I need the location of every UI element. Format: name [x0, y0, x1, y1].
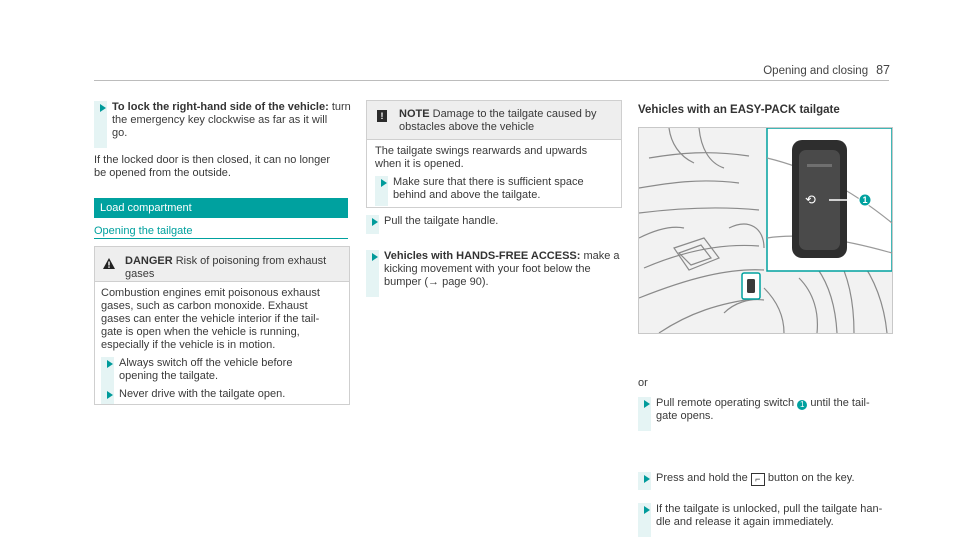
locked-door-note: [94, 154, 354, 180]
step-text: turn: [331, 101, 351, 113]
header-divider: [94, 80, 889, 81]
step-pull-tailgate-handle: [638, 503, 916, 529]
svg-text:⟲: ⟲: [805, 193, 816, 208]
step-text: bumper (→ page 90).: [384, 276, 489, 288]
step-hands-free: [366, 250, 634, 289]
danger-header: [95, 247, 349, 282]
tailgate-key-icon: ⌐: [751, 473, 765, 486]
danger-body: [101, 287, 341, 352]
step-text: until the tail-: [810, 397, 870, 409]
step-text: Make sure that there is sufficient space: [393, 176, 584, 188]
section-heading: Load compartment: [100, 202, 192, 214]
note-header: [367, 101, 621, 140]
danger-text: Combustion engines emit poisonous exhaust: [101, 287, 320, 299]
note-text: when it is opened.: [375, 158, 464, 170]
step-arrow-icon: [644, 506, 650, 514]
step-text: kicking movement with your foot below the: [384, 263, 591, 275]
note-label: NOTE: [399, 108, 430, 120]
note-body: [375, 145, 615, 171]
step-arrow-icon: [100, 104, 106, 112]
note-text: The tailgate swings rearwards and upwards: [375, 145, 588, 157]
danger-label: DANGER: [125, 255, 173, 267]
danger-title: Risk of poisoning from exhaust: [175, 255, 327, 267]
step-arrow-icon: [372, 253, 378, 261]
step-text: gate opens.: [656, 410, 714, 422]
callout-number: 1: [862, 195, 868, 205]
step-arrow-icon: [372, 218, 378, 226]
danger-title: gases: [125, 268, 155, 280]
step-lead: To lock the right-hand side of the vehicle:: [112, 101, 329, 113]
step-text: Always switch off the vehicle before: [119, 357, 293, 369]
note-box: [366, 100, 622, 208]
step-press-key-button: [638, 472, 916, 486]
step-text: go.: [112, 127, 128, 139]
danger-text: especially if the vehicle is in motion.: [101, 339, 276, 351]
step-text: Never drive with the tailgate open.: [119, 388, 286, 400]
danger-step: [101, 357, 359, 383]
danger-box: [94, 246, 350, 405]
running-header: [755, 64, 890, 78]
subheading-rule: [94, 238, 348, 239]
step-text: Pull remote operating switch: [656, 397, 795, 409]
danger-text: gases, such as carbon monoxide. Exhaust: [101, 300, 308, 312]
danger-text: gate is open when the vehicle is running,: [101, 326, 300, 338]
step-arrow-icon: [381, 179, 387, 187]
step-lead: Vehicles with HANDS-FREE ACCESS:: [384, 250, 581, 262]
step-arrow-icon: [107, 391, 113, 399]
tailgate-switch-illustration: [638, 127, 893, 334]
step-text: button on the key.: [767, 472, 855, 484]
easy-pack-heading: Vehicles with an EASY-PACK tailgate: [638, 104, 840, 116]
danger-text: gases can enter the vehicle interior if the tail-: [101, 313, 320, 325]
step-text: Press and hold the: [656, 472, 748, 484]
callout-badge: 1: [797, 400, 807, 410]
step-pull-remote-switch: [638, 397, 916, 423]
paragraph-line: If the locked door is then closed, it can no longer: [94, 154, 331, 166]
step-text: make a: [583, 250, 620, 262]
step-arrow-icon: [107, 360, 113, 368]
note-title: Damage to the tailgate caused by: [432, 108, 597, 120]
section-title: Opening and closing: [763, 65, 869, 77]
subheading: Opening the tailgate: [94, 225, 193, 237]
warning-triangle-icon: [103, 258, 115, 269]
note-title: obstacles above the vehicle: [399, 121, 535, 133]
step-text: behind and above the tailgate.: [393, 189, 541, 201]
danger-step: [101, 388, 359, 401]
page-number: 87: [876, 63, 890, 77]
step-pull-handle: [366, 215, 634, 228]
step-text: the emergency key clockwise as far as it will: [112, 114, 328, 126]
step-text: If the tailgate is unlocked, pull the tailgate han-: [656, 503, 883, 515]
step-text: Pull the tailgate handle.: [384, 215, 499, 227]
step-arrow-icon: [644, 400, 650, 408]
note-step: [375, 176, 633, 202]
or-text: or: [638, 377, 648, 389]
step-arrow-icon: [644, 475, 650, 483]
dashboard-drawing: [639, 128, 892, 333]
step-lock-right-side: [94, 101, 354, 140]
paragraph-line: be opened from the outside.: [94, 167, 231, 179]
step-text: opening the tailgate.: [119, 370, 219, 382]
exclamation-icon: !: [377, 110, 387, 122]
section-heading-band: [94, 198, 348, 218]
step-text: dle and release it again immediately.: [656, 516, 834, 528]
